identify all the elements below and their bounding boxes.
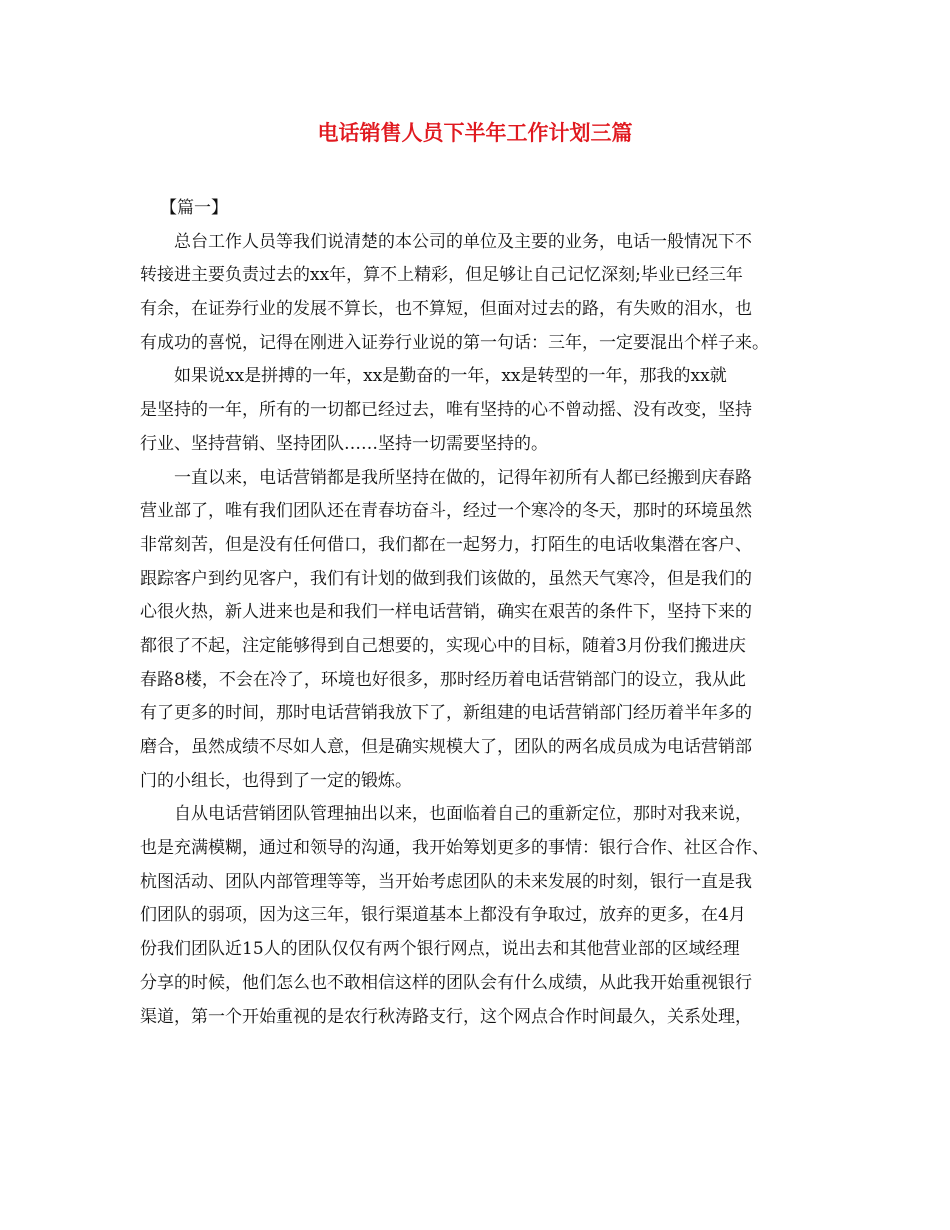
text-line: 渠道，第一个开始重视的是农行秋涛路支行，这个网点合作时间最久，关系处理， [140, 1006, 752, 1027]
text-line: 有余，在证券行业的发展不算长，也不算短，但面对过去的路，有失败的泪水，也 [140, 299, 752, 320]
text-line: 转接进主要负责过去的xx年，算不上精彩，但足够让自己记忆深刻;毕业已经三年 [140, 265, 743, 286]
text-line: 跟踪客户到约见客户，我们有计划的做到我们该做的，虽然天气寒冷，但是我们的 [140, 568, 752, 589]
text-line: 门的小组长，也得到了一定的锻炼。 [140, 770, 412, 791]
text-line: 份我们团队近15人的团队仅仅有两个银行网点，说出去和其他营业部的区域经理 [140, 939, 740, 960]
text-line: 行业、坚持营销、坚持团队……坚持一切需要坚持的。 [140, 433, 548, 454]
section-heading: 【篇一】 [160, 198, 228, 218]
text-line: 杭图活动、团队内部管理等等，当开始考虑团队的未来发展的时刻，银行一直是我 [140, 871, 752, 892]
text-line: 有成功的喜悦，记得在刚进入证券行业说的第一句话：三年，一定要混出个样子来。 [140, 332, 769, 353]
text-line: 春路8楼，不会在冷了，环境也好很多，那时经历着电话营销部门的设立，我从此 [140, 669, 746, 690]
text-line: 自从电话营销团队管理抽出以来，也面临着自己的重新定位，那时对我来说， [174, 804, 752, 825]
text-line: 如果说xx是拼搏的一年，xx是勤奋的一年，xx是转型的一年，那我的xx就 [174, 366, 727, 387]
text-line: 非常刻苦，但是没有任何借口，我们都在一起努力，打陌生的电话收集潜在客户、 [140, 534, 752, 555]
text-line: 分享的时候，他们怎么也不敢相信这样的团队会有什么成绩，从此我开始重视银行 [140, 972, 752, 993]
text-line: 都很了不起，注定能够得到自己想要的，实现心中的目标，随着3月份我们搬进庆 [140, 635, 746, 656]
text-line: 也是充满模糊，通过和领导的沟通，我开始筹划更多的事情：银行合作、社区合作、 [140, 838, 769, 859]
text-line: 心很火热，新人进来也是和我们一样电话营销，确实在艰苦的条件下，坚持下来的 [140, 602, 752, 623]
document-title: 电话销售人员下半年工作计划三篇 [317, 121, 633, 145]
text-line: 磨合，虽然成绩不尽如人意，但是确实规模大了，团队的两名成员成为电话营销部 [140, 737, 752, 757]
text-line: 是坚持的一年，所有的一切都已经过去，唯有坚持的心不曾动摇、没有改变，坚持 [140, 400, 752, 421]
text-line: 们团队的弱项，因为这三年，银行渠道基本上都没有争取过，放弃的更多，在4月 [140, 905, 746, 926]
text-line: 有了更多的时间，那时电话营销我放下了，新组建的电话营销部门经历着半年多的 [140, 703, 752, 724]
text-line: 一直以来，电话营销都是我所坚持在做的，记得年初所有人都已经搬到庆春路 [174, 467, 752, 488]
document-body [140, 192, 807, 1034]
text-line: 总台工作人员等我们说清楚的本公司的单位及主要的业务，电话一般情况下不 [174, 231, 752, 252]
text-line: 营业部了，唯有我们团队还在青春坊奋斗，经过一个寒冷的冬天，那时的环境虽然 [140, 501, 752, 522]
